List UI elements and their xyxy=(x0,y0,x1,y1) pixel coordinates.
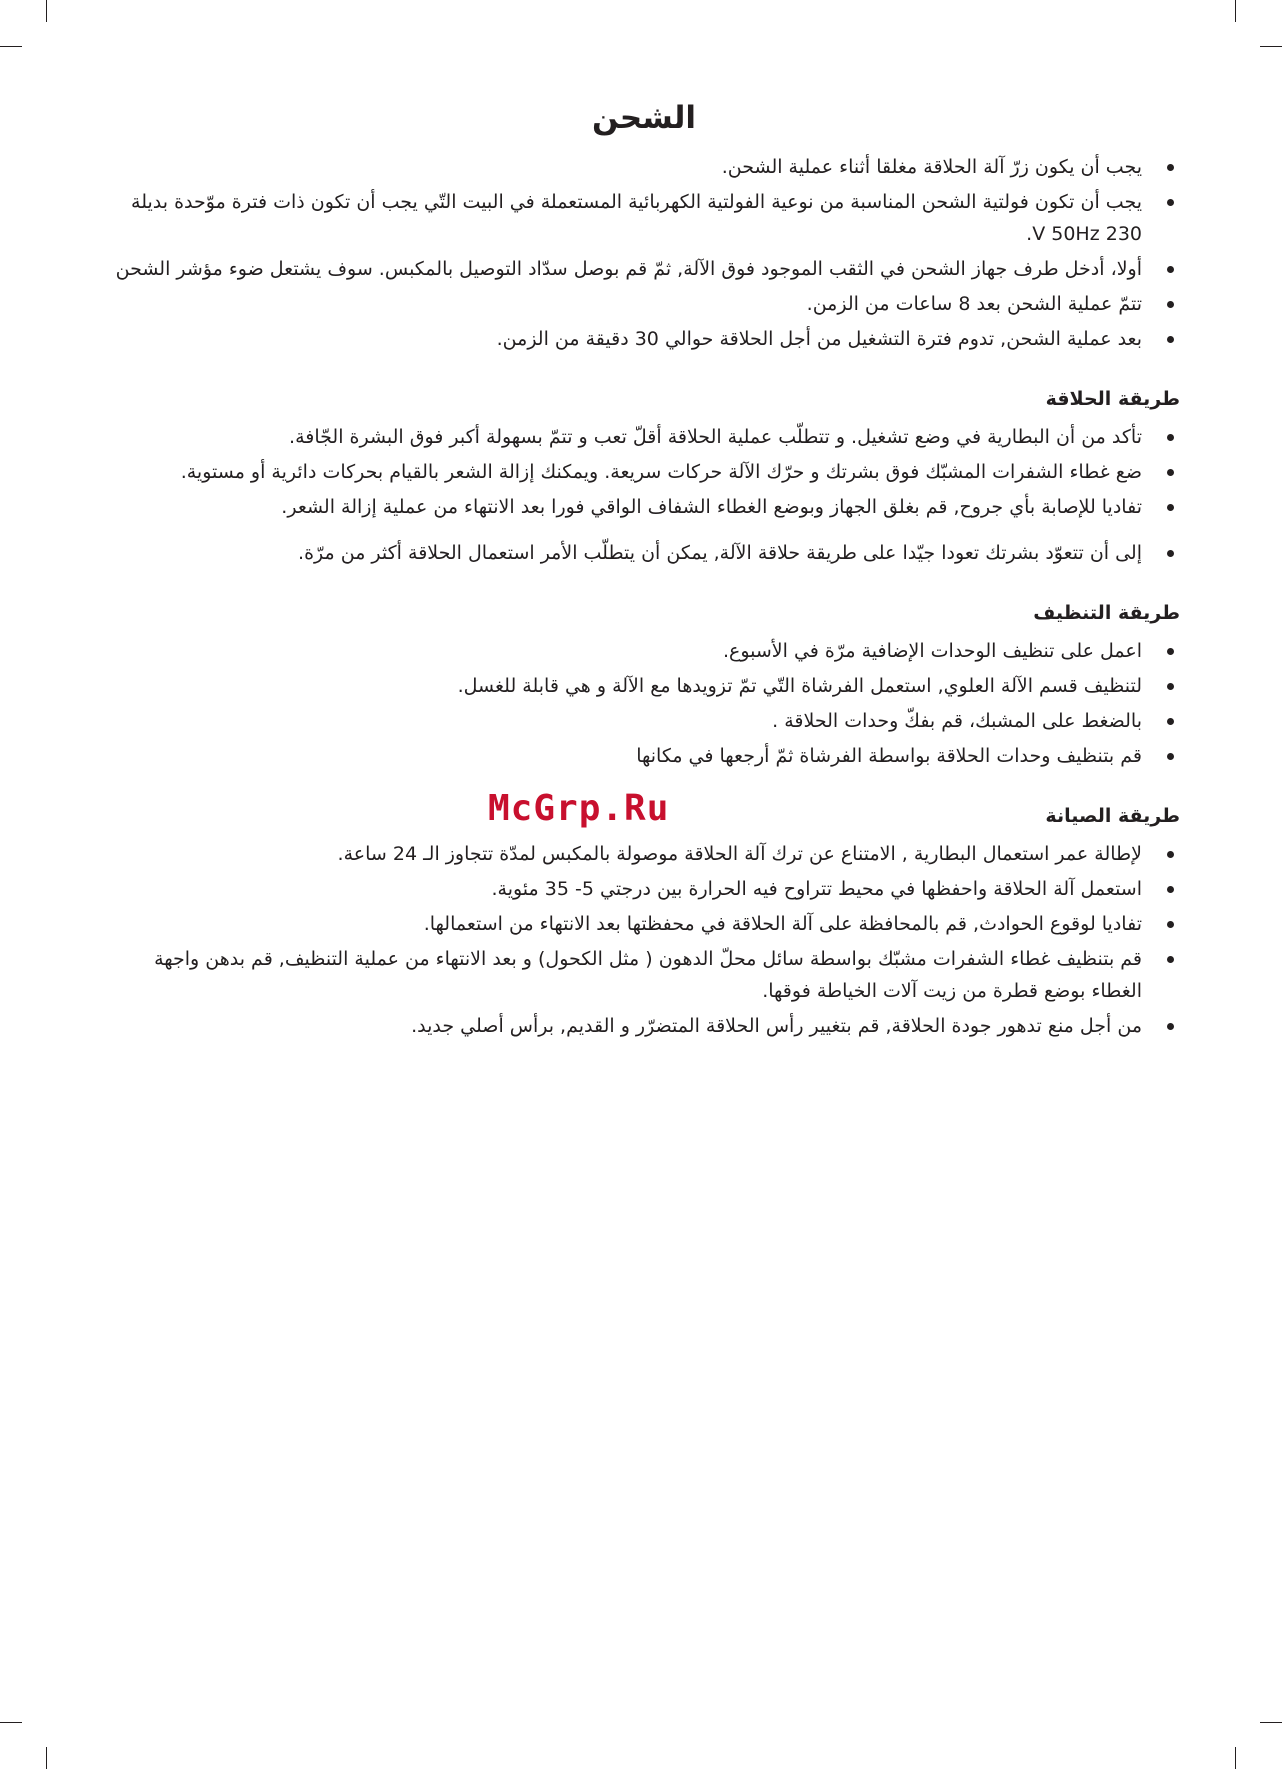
cleaning-list xyxy=(108,635,1180,772)
cleaning-heading: طريقة التنظيف xyxy=(1033,602,1180,624)
crop-mark xyxy=(0,46,22,47)
maintenance-list xyxy=(108,838,1180,1042)
list-item: إلى أن تتعوّد بشرتك تعودا جيّدا على طريقة حلاقة الآلة, يمكن أن يتطلّب الأمر استعمال الحلاقة أكثر من مرّة. xyxy=(108,537,1180,569)
list-item: بعد عملية الشحن, تدوم فترة التشغيل من أجل الحلاقة حوالي 30 دقيقة من الزمن. xyxy=(108,323,1180,355)
list-item: قم بتنظيف وحدات الحلاقة بواسطة الفرشاة ثمّ أرجعها في مكانها xyxy=(108,740,1180,772)
crop-mark xyxy=(1260,1722,1282,1723)
list-item: تفاديا للإصابة بأي جروح, قم بغلق الجهاز وبوضع الغطاء الشفاف الواقي فورا بعد الانتهاء من عملية إزالة الشعر. xyxy=(108,491,1180,523)
maintenance-heading: طريقة الصيانة xyxy=(1045,805,1180,827)
page-content xyxy=(108,95,1180,1070)
crop-mark xyxy=(46,1747,47,1769)
list-item: لإطالة عمر استعمال البطارية , الامتناع عن ترك آلة الحلاقة موصولة بالمكبس لمدّة تتجاوز الـ 24 ساعة. xyxy=(108,838,1180,870)
crop-mark xyxy=(1260,46,1282,47)
list-item: أولا، أدخل طرف جهاز الشحن في الثقب الموجود فوق الآلة, ثمّ قم بوصل سدّاد التوصيل بالمكبس. سوف يشتعل ضوء مؤشر الشحن xyxy=(108,253,1180,285)
list-item: يجب أن تكون فولتية الشحن المناسبة من نوعية الفولتية الكهربائية المستعملة في البيت التّي يجب أن تكون ذات فترة موّحدة بديلة 230 V 50Hz. xyxy=(108,186,1180,250)
list-item: يجب أن يكون زرّ آلة الحلاقة مغلقا أثناء عملية الشحن. xyxy=(108,151,1180,183)
list-item: تتمّ عملية الشحن بعد 8 ساعات من الزمن. xyxy=(108,288,1180,320)
shaving-list xyxy=(108,421,1180,569)
crop-mark xyxy=(1235,0,1236,22)
shaving-heading: طريقة الحلاقة xyxy=(1045,388,1180,410)
list-item: قم بتنظيف غطاء الشفرات مشبّك بواسطة سائل محلّ الدهون ( مثل الكحول) و بعد الانتهاء من عملية التنظيف, قم بدهن واجهة الغطاء بوضع قطرة من زيت آلات الخياطة فوقها. xyxy=(108,943,1180,1007)
maintenance-heading-row xyxy=(108,788,1180,832)
list-item: تفاديا لوقوع الحوادث, قم بالمحافظة على آلة الحلاقة في محفظتها بعد الانتهاء من استعمالها. xyxy=(108,908,1180,940)
crop-mark xyxy=(1235,1747,1236,1769)
list-item: بالضغط على المشبك، قم بفكّ وحدات الحلاقة . xyxy=(108,705,1180,737)
list-item: لتنظيف قسم الآلة العلوي, استعمل الفرشاة التّي تمّ تزويدها مع الآلة و هي قابلة للغسل. xyxy=(108,670,1180,702)
list-item: اعمل على تنظيف الوحدات الإضافية مرّة في الأسبوع. xyxy=(108,635,1180,667)
list-item: استعمل آلة الحلاقة واحفظها في محيط تتراوح فيه الحرارة بين درجتي 5- 35 مئوية. xyxy=(108,873,1180,905)
page-title: الشحن xyxy=(591,100,697,136)
list-item: من أجل منع تدهور جودة الحلاقة, قم بتغيير رأس الحلاقة المتضرّر و القديم, برأس أصلي جديد. xyxy=(108,1010,1180,1042)
list-item: تأكد من أن البطارية في وضع تشغيل. و تتطلّب عملية الحلاقة أقلّ تعب و تتمّ بسهولة أكبر فوق البشرة الجّافة. xyxy=(108,421,1180,453)
watermark: McGrp.Ru xyxy=(488,788,670,829)
crop-mark xyxy=(0,1722,22,1723)
charging-list xyxy=(108,151,1180,355)
crop-mark xyxy=(46,0,47,22)
list-item: ضع غطاء الشفرات المشبّك فوق بشرتك و حرّك الآلة حركات سريعة. ويمكنك إزالة الشعر بالقيام بحركات دائرية أو مستوية. xyxy=(108,456,1180,488)
